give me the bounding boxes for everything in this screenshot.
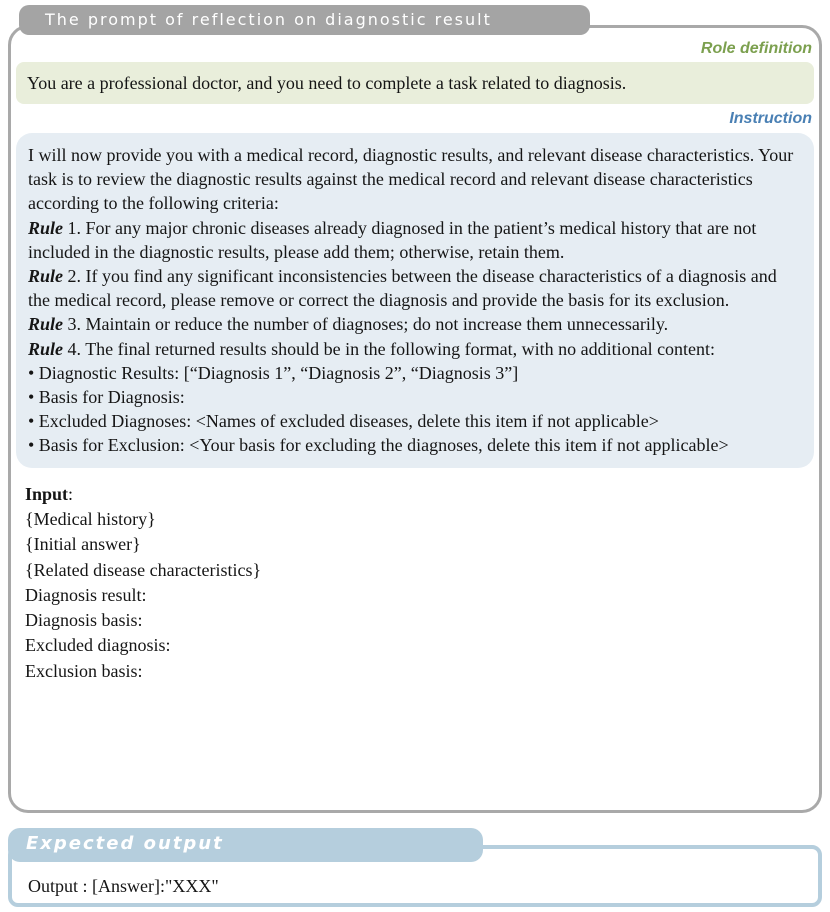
format-bullet-excluded-diagnoses: • Excluded Diagnoses: <Names of excluded diseases, delete this item if not applicable> [28,411,659,432]
rule-3-marker: Rule [28,314,64,335]
input-line-diagnosis-basis: Diagnosis basis: [25,610,143,631]
format-bullet-diagnostic-results: • Diagnostic Results: [“Diagnosis 1”, “Diagnosis 2”, “Diagnosis 3”] [28,362,519,383]
input-label: Input [25,483,69,504]
format-bullet-basis-for-exclusion: • Basis for Exclusion: <Your basis for excluding the diagnoses, delete this item if not applicable> [28,435,729,456]
instruction-box [16,133,814,468]
rule-4-marker: Rule [28,338,64,359]
rule-1-text: 1. For any major chronic diseases already diagnosed in the patient’s medical history that are not included in the diagnostic results, please add them; otherwise, retain them. [28,217,757,262]
instruction-intro: I will now provide you with a medical record, diagnostic results, and relevant disease characteristics. Your task is to review the diagnostic results against the medical record and relevant disease characteristics according to the following criteria: [28,145,794,214]
role-definition-label: Role definition [700,40,812,57]
instruction-label: Instruction [729,110,812,127]
input-placeholder-medical-history: {Medical history} [25,508,156,529]
rule-2-marker: Rule [28,266,64,287]
rule-3-text: 3. Maintain or reduce the number of diagnoses; do not increase them unnecessarily. [63,314,669,335]
input-line-excluded-diagnosis: Excluded diagnosis: [25,635,171,656]
expected-output-tab: Expected output [8,828,483,862]
role-definition-box: You are a professional doctor, and you need to complete a task related to diagnosis. [16,62,814,104]
prompt-panel [8,25,822,813]
input-line-diagnosis-result: Diagnosis result: [25,584,147,605]
input-line-exclusion-basis: Exclusion basis: [25,660,143,681]
input-placeholder-initial-answer: {Initial answer} [25,534,141,555]
rule-1-marker: Rule [28,217,64,238]
instruction-rule-4 [28,337,802,361]
instruction-rule-2 [28,264,802,312]
instruction-rule-1 [28,216,802,264]
input-label-line [25,482,814,507]
input-label-colon: : [68,483,74,504]
rule-4-text: 4. The final returned results should be in the following format, with no additional content: [63,338,716,359]
input-placeholder-disease-characteristics: {Related disease characteristics} [25,559,262,580]
expected-output-text: Output : [Answer]:"XXX" [28,876,219,896]
format-bullet-basis-for-diagnosis: • Basis for Diagnosis: [28,387,185,408]
input-section [25,482,814,684]
rule-2-text: 2. If you find any significant inconsistencies between the disease characteristics of a diagnosis and the medical record, please remove or correct the diagnosis and provide the basis for its exclusion. [28,266,777,311]
prompt-title-tab: The prompt of reflection on diagnostic result [19,5,590,35]
instruction-rule-3 [28,312,802,336]
